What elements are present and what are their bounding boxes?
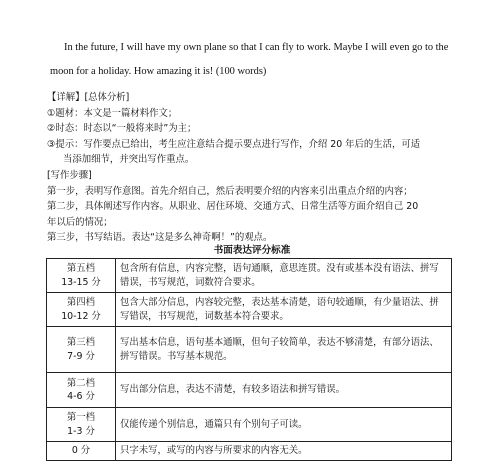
steps-heading: [写作步骤]	[47, 169, 92, 181]
rubric-table	[46, 258, 452, 461]
analysis-item: ③提示：写作要点已给出，考生应注意结合提示要点进行写作，介绍 20 年后的生活，可适	[47, 138, 421, 150]
analysis-item: ②时态：时态以“一般将来时”为主；	[47, 123, 197, 135]
grade-range: 1-3 分	[67, 425, 95, 437]
prompt-line-2: moon for a holiday. How amazing it is! (100 words)	[50, 66, 267, 77]
grade-description: 只字未写，或写的内容与所要求的内容无关。	[116, 442, 452, 461]
table-row	[47, 293, 452, 327]
table-row	[47, 259, 452, 293]
prompt-line-1: In the future, I will have my own plane so that I can fly to work. Maybe I will even go to the	[64, 42, 449, 53]
grade-cell	[47, 259, 116, 293]
writing-step: 第三步，书写结语。表达“这是多么神奇啊！”的观点。	[47, 232, 273, 244]
grade-name: 第一档	[66, 412, 96, 423]
grade-range: 13-15 分	[61, 276, 101, 288]
grade-cell	[47, 293, 116, 327]
analysis-heading: 【详解】[总体分析]	[47, 92, 130, 103]
table-row	[47, 442, 452, 461]
grade-description: 写出基本信息，语句基本通顺，但句子较简单，表达不够清楚，有部分语法、拼写错误。书写基本规范。	[116, 327, 452, 373]
grade-range: 4-6 分	[67, 391, 95, 402]
grade-description: 写出部分信息，表达不清楚，有较多语法和拼写错误。	[116, 373, 452, 408]
grade-range: 7-9 分	[67, 350, 95, 362]
grade-range: 0 分	[71, 445, 91, 456]
table-row	[47, 373, 452, 408]
grade-description: 包含所有信息，内容完整，语句通顺，意思连贯。没有或基本没有语法、拼写错误，书写规范，词数符合要求。	[116, 259, 452, 293]
analysis-item: ①题材：本文是一篇材料作文；	[47, 107, 178, 119]
table-row	[47, 408, 452, 442]
essay-prompt	[50, 36, 454, 84]
grade-name: 第五档	[66, 263, 96, 274]
grade-cell	[47, 327, 116, 373]
rubric-title: 书面表达评分标准	[213, 245, 291, 256]
grade-description: 仅能传递个别信息，通篇只有个别句子可读。	[116, 408, 452, 442]
grade-range: 10-12 分	[61, 310, 101, 322]
analysis-section	[47, 90, 467, 246]
writing-step: 年以后的情况；	[47, 216, 113, 228]
grade-cell	[47, 373, 116, 408]
table-row	[47, 327, 452, 373]
grade-name: 第二档	[66, 377, 96, 389]
grade-name: 第三档	[66, 337, 96, 348]
analysis-item: 当添加细节，并突出写作重点。	[63, 154, 195, 166]
writing-step: 第二步，具体阐述写作内容。从职业、居住环境、交通方式、日常生活等方面介绍自己 20	[47, 201, 419, 213]
grade-description: 包含大部分信息，内容较完整，表达基本清楚，语句较通顺，有少量语法、拼写错误，书写规范，词数基本符合要求。	[116, 293, 452, 327]
writing-step: 第一步，表明写作意图。首先介绍自己，然后表明要介绍的内容来引出重点介绍的内容；	[47, 185, 413, 197]
grade-name: 第四档	[66, 297, 96, 308]
grade-cell	[47, 442, 116, 461]
grade-cell	[47, 408, 116, 442]
